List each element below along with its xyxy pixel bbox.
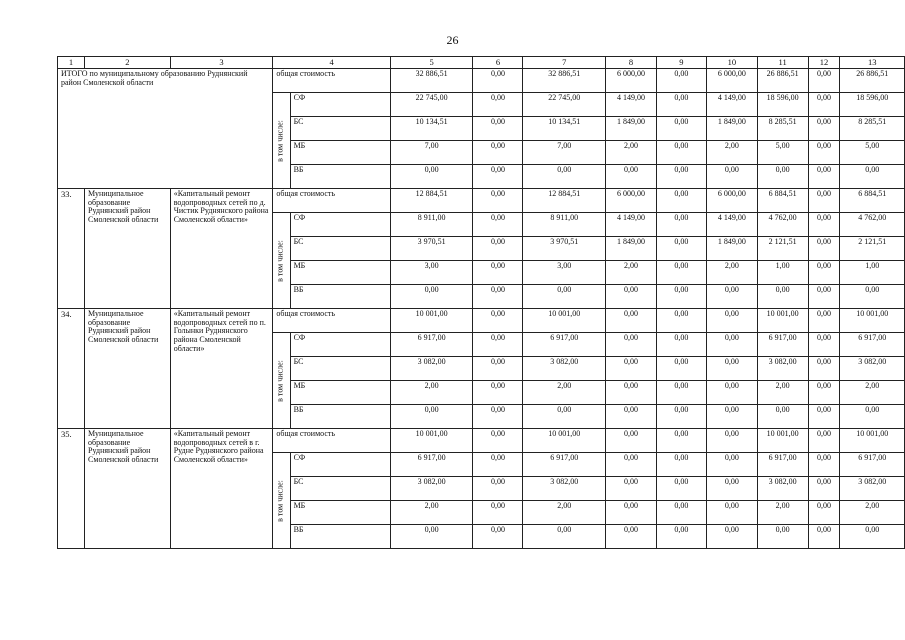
value-cell: 0,00 bbox=[656, 261, 706, 285]
value-cell: 0,00 bbox=[473, 213, 523, 237]
cost-type-label: СФ bbox=[290, 453, 390, 477]
value-cell: 10 001,00 bbox=[390, 309, 473, 333]
including-label bbox=[273, 333, 290, 429]
value-cell: 2,00 bbox=[523, 381, 606, 405]
value-cell: 2,00 bbox=[606, 141, 657, 165]
value-cell: 4 149,00 bbox=[706, 213, 757, 237]
cost-type-label: СФ bbox=[290, 213, 390, 237]
value-cell: 0,00 bbox=[473, 453, 523, 477]
value-cell: 0,00 bbox=[808, 405, 840, 429]
value-cell: 3 082,00 bbox=[523, 357, 606, 381]
column-header: 4 bbox=[273, 57, 390, 69]
value-cell: 1 849,00 bbox=[606, 237, 657, 261]
value-cell: 0,00 bbox=[808, 357, 840, 381]
value-cell: 0,00 bbox=[706, 429, 757, 453]
value-cell: 0,00 bbox=[808, 309, 840, 333]
value-cell: 0,00 bbox=[473, 525, 523, 549]
description-cell: «Капитальный ремонт водопроводных сетей по д. Чистик Руднянского района Смоленской области» bbox=[170, 189, 273, 309]
cost-type-total: общая стоимость bbox=[273, 189, 390, 213]
value-cell: 0,00 bbox=[473, 261, 523, 285]
value-cell: 0,00 bbox=[606, 501, 657, 525]
row-number: 34. bbox=[58, 309, 85, 429]
column-header: 11 bbox=[757, 57, 808, 69]
value-cell: 6 917,00 bbox=[757, 453, 808, 477]
value-cell: 6 917,00 bbox=[390, 453, 473, 477]
value-cell: 0,00 bbox=[656, 93, 706, 117]
value-cell: 0,00 bbox=[706, 381, 757, 405]
value-cell: 2 121,51 bbox=[757, 237, 808, 261]
value-cell: 6 884,51 bbox=[840, 189, 905, 213]
value-cell: 0,00 bbox=[606, 525, 657, 549]
value-cell: 0,00 bbox=[473, 357, 523, 381]
value-cell: 0,00 bbox=[706, 501, 757, 525]
value-cell: 10 001,00 bbox=[840, 309, 905, 333]
value-cell: 4 762,00 bbox=[757, 213, 808, 237]
value-cell: 0,00 bbox=[473, 165, 523, 189]
value-cell: 10 001,00 bbox=[840, 429, 905, 453]
value-cell: 0,00 bbox=[656, 453, 706, 477]
value-cell: 7,00 bbox=[523, 141, 606, 165]
value-cell: 0,00 bbox=[606, 429, 657, 453]
value-cell: 3,00 bbox=[390, 261, 473, 285]
value-cell: 0,00 bbox=[656, 69, 706, 93]
column-header: 7 bbox=[523, 57, 606, 69]
column-header: 3 bbox=[170, 57, 273, 69]
value-cell: 3 970,51 bbox=[523, 237, 606, 261]
value-cell: 0,00 bbox=[808, 117, 840, 141]
value-cell: 2,00 bbox=[390, 501, 473, 525]
value-cell: 0,00 bbox=[840, 525, 905, 549]
value-cell: 0,00 bbox=[840, 405, 905, 429]
total-label: ИТОГО по муниципальному образованию Руднянский район Смоленской области bbox=[58, 69, 273, 189]
value-cell: 0,00 bbox=[473, 405, 523, 429]
value-cell: 0,00 bbox=[473, 429, 523, 453]
value-cell: 0,00 bbox=[706, 453, 757, 477]
value-cell: 0,00 bbox=[606, 405, 657, 429]
value-cell: 0,00 bbox=[473, 501, 523, 525]
value-cell: 0,00 bbox=[808, 453, 840, 477]
value-cell: 0,00 bbox=[473, 477, 523, 501]
including-label bbox=[273, 453, 290, 549]
including-text: в том числе: bbox=[276, 479, 286, 522]
value-cell: 0,00 bbox=[808, 189, 840, 213]
cost-type-label: СФ bbox=[290, 93, 390, 117]
value-cell: 6 917,00 bbox=[523, 453, 606, 477]
column-header: 5 bbox=[390, 57, 473, 69]
value-cell: 3 082,00 bbox=[390, 357, 473, 381]
value-cell: 0,00 bbox=[656, 141, 706, 165]
value-cell: 4 762,00 bbox=[840, 213, 905, 237]
value-cell: 1,00 bbox=[840, 261, 905, 285]
value-cell: 18 596,00 bbox=[840, 93, 905, 117]
value-cell: 22 745,00 bbox=[523, 93, 606, 117]
value-cell: 0,00 bbox=[656, 237, 706, 261]
header-row bbox=[58, 57, 905, 69]
value-cell: 3,00 bbox=[523, 261, 606, 285]
value-cell: 12 884,51 bbox=[390, 189, 473, 213]
cost-type-label: ВБ bbox=[290, 285, 390, 309]
value-cell: 0,00 bbox=[606, 453, 657, 477]
value-cell: 10 001,00 bbox=[523, 429, 606, 453]
value-cell: 0,00 bbox=[523, 405, 606, 429]
value-cell: 0,00 bbox=[757, 405, 808, 429]
value-cell: 0,00 bbox=[390, 405, 473, 429]
table-body bbox=[58, 57, 905, 549]
column-header: 2 bbox=[85, 57, 171, 69]
value-cell: 3 082,00 bbox=[840, 477, 905, 501]
value-cell: 1,00 bbox=[757, 261, 808, 285]
value-cell: 10 001,00 bbox=[523, 309, 606, 333]
value-cell: 0,00 bbox=[840, 285, 905, 309]
value-cell: 3 082,00 bbox=[757, 357, 808, 381]
value-cell: 0,00 bbox=[656, 189, 706, 213]
value-cell: 0,00 bbox=[840, 165, 905, 189]
value-cell: 2,00 bbox=[706, 141, 757, 165]
column-header: 12 bbox=[808, 57, 840, 69]
value-cell: 2,00 bbox=[840, 381, 905, 405]
value-cell: 0,00 bbox=[757, 525, 808, 549]
value-cell: 0,00 bbox=[808, 141, 840, 165]
value-cell: 0,00 bbox=[706, 165, 757, 189]
value-cell: 6 917,00 bbox=[757, 333, 808, 357]
value-cell: 0,00 bbox=[808, 261, 840, 285]
column-header: 8 bbox=[606, 57, 657, 69]
value-cell: 8 911,00 bbox=[390, 213, 473, 237]
value-cell: 2,00 bbox=[523, 501, 606, 525]
value-cell: 1 849,00 bbox=[706, 237, 757, 261]
value-cell: 0,00 bbox=[757, 285, 808, 309]
value-cell: 0,00 bbox=[656, 165, 706, 189]
value-cell: 0,00 bbox=[706, 357, 757, 381]
value-cell: 4 149,00 bbox=[606, 93, 657, 117]
column-header: 1 bbox=[58, 57, 85, 69]
value-cell: 0,00 bbox=[808, 525, 840, 549]
value-cell: 2,00 bbox=[706, 261, 757, 285]
table-row bbox=[58, 309, 905, 333]
table-row bbox=[58, 429, 905, 453]
value-cell: 6 000,00 bbox=[706, 69, 757, 93]
value-cell: 0,00 bbox=[656, 429, 706, 453]
value-cell: 0,00 bbox=[706, 405, 757, 429]
value-cell: 0,00 bbox=[808, 501, 840, 525]
value-cell: 0,00 bbox=[656, 333, 706, 357]
page-number: 26 bbox=[446, 33, 459, 47]
value-cell: 8 285,51 bbox=[840, 117, 905, 141]
value-cell: 0,00 bbox=[606, 333, 657, 357]
description-cell: «Капитальный ремонт водопроводных сетей по п. Голынки Руднянского района Смоленской области» bbox=[170, 309, 273, 429]
value-cell: 0,00 bbox=[606, 165, 657, 189]
cost-type-label: ВБ bbox=[290, 525, 390, 549]
value-cell: 0,00 bbox=[473, 237, 523, 261]
value-cell: 2,00 bbox=[606, 261, 657, 285]
value-cell: 0,00 bbox=[706, 309, 757, 333]
value-cell: 2,00 bbox=[390, 381, 473, 405]
cost-type-label: МБ bbox=[290, 501, 390, 525]
value-cell: 0,00 bbox=[523, 165, 606, 189]
value-cell: 0,00 bbox=[656, 213, 706, 237]
value-cell: 7,00 bbox=[390, 141, 473, 165]
value-cell: 0,00 bbox=[808, 477, 840, 501]
row-number: 35. bbox=[58, 429, 85, 549]
value-cell: 0,00 bbox=[808, 333, 840, 357]
value-cell: 0,00 bbox=[390, 165, 473, 189]
value-cell: 8 911,00 bbox=[523, 213, 606, 237]
cost-type-total: общая стоимость bbox=[273, 69, 390, 93]
value-cell: 10 001,00 bbox=[757, 309, 808, 333]
value-cell: 0,00 bbox=[808, 165, 840, 189]
value-cell: 6 917,00 bbox=[523, 333, 606, 357]
cost-type-label: МБ bbox=[290, 261, 390, 285]
value-cell: 5,00 bbox=[840, 141, 905, 165]
value-cell: 0,00 bbox=[706, 333, 757, 357]
including-text: в том числе: bbox=[276, 119, 286, 162]
value-cell: 0,00 bbox=[473, 189, 523, 213]
value-cell: 0,00 bbox=[656, 285, 706, 309]
value-cell: 0,00 bbox=[656, 405, 706, 429]
value-cell: 0,00 bbox=[473, 93, 523, 117]
value-cell: 0,00 bbox=[606, 285, 657, 309]
value-cell: 0,00 bbox=[808, 69, 840, 93]
column-header: 13 bbox=[840, 57, 905, 69]
value-cell: 0,00 bbox=[656, 501, 706, 525]
value-cell: 0,00 bbox=[473, 309, 523, 333]
value-cell: 6 000,00 bbox=[706, 189, 757, 213]
value-cell: 2 121,51 bbox=[840, 237, 905, 261]
value-cell: 0,00 bbox=[390, 285, 473, 309]
value-cell: 0,00 bbox=[473, 141, 523, 165]
value-cell: 0,00 bbox=[473, 381, 523, 405]
value-cell: 6 000,00 bbox=[606, 69, 657, 93]
value-cell: 3 970,51 bbox=[390, 237, 473, 261]
value-cell: 0,00 bbox=[808, 429, 840, 453]
value-cell: 0,00 bbox=[606, 357, 657, 381]
including-label bbox=[273, 213, 290, 309]
value-cell: 0,00 bbox=[808, 93, 840, 117]
value-cell: 4 149,00 bbox=[706, 93, 757, 117]
value-cell: 6 917,00 bbox=[840, 453, 905, 477]
cost-type-label: БС bbox=[290, 237, 390, 261]
value-cell: 22 745,00 bbox=[390, 93, 473, 117]
value-cell: 26 886,51 bbox=[840, 69, 905, 93]
value-cell: 10 001,00 bbox=[390, 429, 473, 453]
value-cell: 4 149,00 bbox=[606, 213, 657, 237]
value-cell: 3 082,00 bbox=[757, 477, 808, 501]
table-row bbox=[58, 69, 905, 93]
value-cell: 0,00 bbox=[390, 525, 473, 549]
value-cell: 6 917,00 bbox=[840, 333, 905, 357]
municipality-cell: Муниципальное образование Руднянский район Смоленской области bbox=[85, 309, 171, 429]
municipality-cell: Муниципальное образование Руднянский район Смоленской области bbox=[85, 189, 171, 309]
cost-type-label: МБ bbox=[290, 141, 390, 165]
value-cell: 0,00 bbox=[656, 357, 706, 381]
value-cell: 6 917,00 bbox=[390, 333, 473, 357]
cost-type-label: ВБ bbox=[290, 405, 390, 429]
value-cell: 6 884,51 bbox=[757, 189, 808, 213]
including-text: в том числе: bbox=[276, 239, 286, 282]
value-cell: 1 849,00 bbox=[706, 117, 757, 141]
value-cell: 0,00 bbox=[523, 285, 606, 309]
value-cell: 3 082,00 bbox=[390, 477, 473, 501]
row-number: 33. bbox=[58, 189, 85, 309]
value-cell: 0,00 bbox=[606, 309, 657, 333]
funding-table bbox=[57, 56, 905, 549]
value-cell: 0,00 bbox=[656, 525, 706, 549]
table-row bbox=[58, 189, 905, 213]
cost-type-total: общая стоимость bbox=[273, 429, 390, 453]
value-cell: 0,00 bbox=[473, 333, 523, 357]
value-cell: 0,00 bbox=[473, 117, 523, 141]
cost-type-label: БС bbox=[290, 117, 390, 141]
value-cell: 3 082,00 bbox=[840, 357, 905, 381]
value-cell: 0,00 bbox=[656, 381, 706, 405]
value-cell: 10 134,51 bbox=[523, 117, 606, 141]
value-cell: 0,00 bbox=[706, 477, 757, 501]
cost-type-label: МБ bbox=[290, 381, 390, 405]
description-cell: «Капитальный ремонт водопроводных сетей в г. Рудне Руднянского района Смоленской области» bbox=[170, 429, 273, 549]
value-cell: 0,00 bbox=[656, 309, 706, 333]
column-header: 10 bbox=[706, 57, 757, 69]
value-cell: 12 884,51 bbox=[523, 189, 606, 213]
value-cell: 0,00 bbox=[757, 165, 808, 189]
value-cell: 0,00 bbox=[808, 381, 840, 405]
value-cell: 0,00 bbox=[656, 117, 706, 141]
value-cell: 0,00 bbox=[808, 213, 840, 237]
value-cell: 2,00 bbox=[757, 501, 808, 525]
including-text: в том числе: bbox=[276, 359, 286, 402]
value-cell: 0,00 bbox=[523, 525, 606, 549]
value-cell: 10 001,00 bbox=[757, 429, 808, 453]
value-cell: 6 000,00 bbox=[606, 189, 657, 213]
value-cell: 0,00 bbox=[808, 237, 840, 261]
municipality-cell: Муниципальное образование Руднянский район Смоленской области bbox=[85, 429, 171, 549]
column-header: 9 bbox=[656, 57, 706, 69]
value-cell: 8 285,51 bbox=[757, 117, 808, 141]
value-cell: 0,00 bbox=[473, 285, 523, 309]
value-cell: 2,00 bbox=[840, 501, 905, 525]
cost-type-label: ВБ bbox=[290, 165, 390, 189]
including-label bbox=[273, 93, 290, 189]
value-cell: 0,00 bbox=[808, 285, 840, 309]
value-cell: 0,00 bbox=[606, 477, 657, 501]
cost-type-label: БС bbox=[290, 357, 390, 381]
cost-type-label: БС bbox=[290, 477, 390, 501]
value-cell: 10 134,51 bbox=[390, 117, 473, 141]
value-cell: 0,00 bbox=[706, 285, 757, 309]
column-header: 6 bbox=[473, 57, 523, 69]
value-cell: 0,00 bbox=[606, 381, 657, 405]
value-cell: 0,00 bbox=[473, 69, 523, 93]
value-cell: 0,00 bbox=[656, 477, 706, 501]
value-cell: 26 886,51 bbox=[757, 69, 808, 93]
cost-type-label: СФ bbox=[290, 333, 390, 357]
cost-type-total: общая стоимость bbox=[273, 309, 390, 333]
value-cell: 0,00 bbox=[706, 525, 757, 549]
value-cell: 2,00 bbox=[757, 381, 808, 405]
value-cell: 3 082,00 bbox=[523, 477, 606, 501]
value-cell: 5,00 bbox=[757, 141, 808, 165]
value-cell: 18 596,00 bbox=[757, 93, 808, 117]
value-cell: 32 886,51 bbox=[523, 69, 606, 93]
value-cell: 32 886,51 bbox=[390, 69, 473, 93]
value-cell: 1 849,00 bbox=[606, 117, 657, 141]
